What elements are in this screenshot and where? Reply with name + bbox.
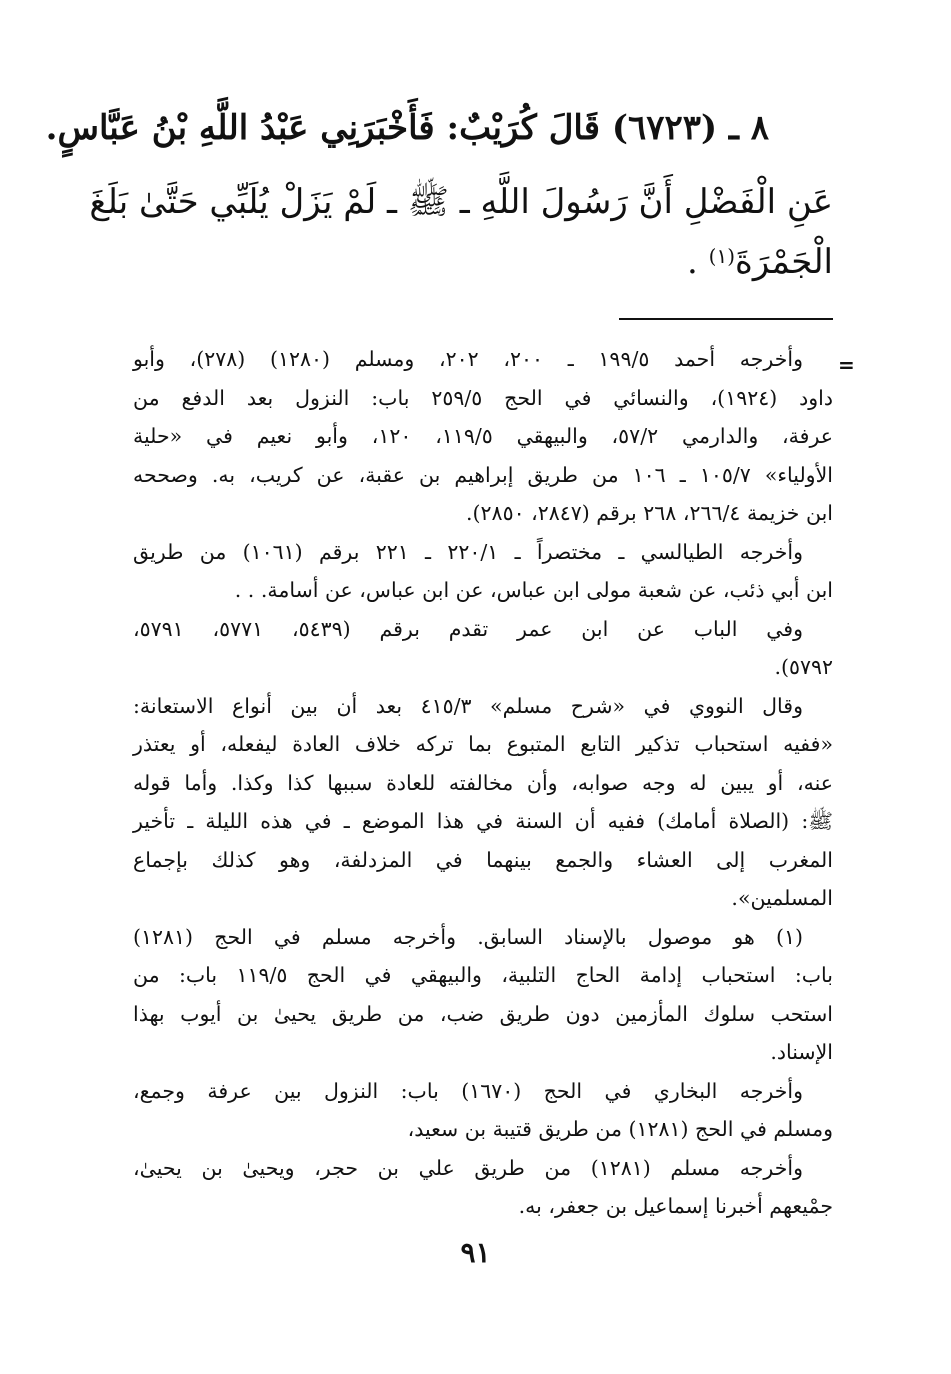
footnote-line: وأخرجه الطيالسي ـ مختصراً ـ ٢٢٠/١ ـ ٢٢١ برقم (١٠٦١) من طريق: [133, 539, 803, 564]
footnote-paragraph: [133, 533, 833, 610]
footnote-line: جمْيعهم أخبرنا إسماعيل بن جعفر، به.: [518, 1194, 833, 1218]
footnote-paragraph: [133, 687, 833, 918]
footnote-line: عنه، أو يبين له وجه صوابه، وأن مخالفته للعادة سببها كذا وكذا. وأما قوله: [133, 770, 833, 795]
footnote-line: المسلمين».: [731, 886, 833, 910]
footnote-line: المغرب إلى العشاء والجمع بينهما في المزدلفة، وهو كذلك بإجماع: [133, 847, 833, 872]
hadith-text-line-1: عَنِ الْفَضْلِ أَنَّ رَسُولَ اللَّهِ ـ ﷺ ـ لَمْ يَزَلْ يُلَبِّي حَتَّىٰ بَلَغَ: [89, 182, 833, 222]
hadith-heading-line: ٨ ـ (٦٧٢٣) قَالَ كُرَيْبٌ: فَأَخْبَرَنِي عَبْدُ اللَّهِ بْنُ عَبَّاسٍ.: [45, 108, 769, 148]
footnote-paragraph: [133, 918, 833, 1072]
footnote-line: ابن خزيمة ٢٦٦/٤، ٢٦٨ برقم (٢٨٤٧، ٢٨٥٠).: [466, 501, 833, 525]
hadith-text-end: .: [687, 242, 709, 282]
footnote-paragraph: [133, 340, 833, 533]
footnotes-block: [133, 340, 833, 1226]
page-number: ٩١: [460, 1236, 491, 1269]
hadith-text-line-2: [133, 232, 833, 292]
footnote-line: وأخرجه البخاري في الحج (١٦٧٠) باب: النزول بين عرفة وجمع،: [133, 1078, 803, 1103]
footnote-line: استحب سلوك المأزمين دون طريق ضب، من طريق يحيىٰ بن أيوب بهذا: [133, 1001, 833, 1026]
footnote-continuation-marker: =: [838, 353, 855, 377]
footnote-line: ابن أبي ذئب، عن شعبة مولى ابن عباس، عن ابن عباس، عن أسامة. . .: [234, 578, 833, 602]
footnote-line: الأولياء» ١٠٥/٧ ـ ١٠٦ من طريق إبراهيم بن عقبة، عن كريب، به. وصححه: [133, 462, 833, 487]
hadith-text-word: الْجَمْرَةَ: [735, 242, 833, 282]
footnote-line: وفي الباب عن ابن عمر تقدم برقم (٥٤٣٩، ٥٧٧١، ٥٧٩١،: [133, 616, 804, 641]
footnote-line: داود (١٩٢٤)، والنسائي في الحج ٢٥٩/٥ باب: النزول بعد الدفع من: [133, 385, 833, 410]
footnote-paragraph: [133, 1149, 833, 1226]
footnote-line: عرفة، والدارمي ٥٧/٢، والبيهقي ١١٩/٥، ١٢٠، وأبو نعيم في «حلية: [133, 424, 833, 448]
footnote-paragraph: [133, 1072, 833, 1149]
footnote-line: «ففيه استحباب تذكير التابع المتبوع بما تركه خلاف العادة ليفعله، أو يعتذر: [133, 732, 833, 756]
footnote-paragraph: [133, 610, 833, 687]
footnote-line: وأخرجه أحمد ١٩٩/٥ ـ ٢٠٠، ٢٠٢، ومسلم (١٢٨٠) (٢٧٨)، وأبو: [133, 347, 803, 371]
footnote-line: ﷺ: (الصلاة أمامك) ففيه أن السنة في هذا الموضع ـ في هذه الليلة ـ تأخير: [133, 809, 833, 833]
footnote-line: (١) هو موصول بالإسناد السابق. وأخرجه مسلم في الحج (١٢٨١): [133, 924, 803, 949]
footnote-line: باب: استحباب إدامة الحاج التلبية، والبيهقي في الحج ١١٩/٥ باب: من: [133, 963, 833, 987]
footnote-line: الإسناد.: [770, 1040, 833, 1064]
footnote-line: وأخرجه مسلم (١٢٨١) من طريق علي بن حجر، ويحيىٰ بن يحيىٰ،: [133, 1155, 803, 1180]
footnote-line: ومسلم في الحج (١٢٨١) من طريق قتيبة بن سعيد،: [407, 1117, 833, 1141]
footnote-line: وقال النووي في «شرح مسلم» ٤١٥/٣ بعد أن بين أنواع الاستعانة:: [133, 693, 803, 718]
footnote-line: ٥٧٩٢).: [774, 655, 833, 679]
footnote-separator: [619, 318, 833, 320]
footnote-reference: (١): [708, 244, 736, 268]
